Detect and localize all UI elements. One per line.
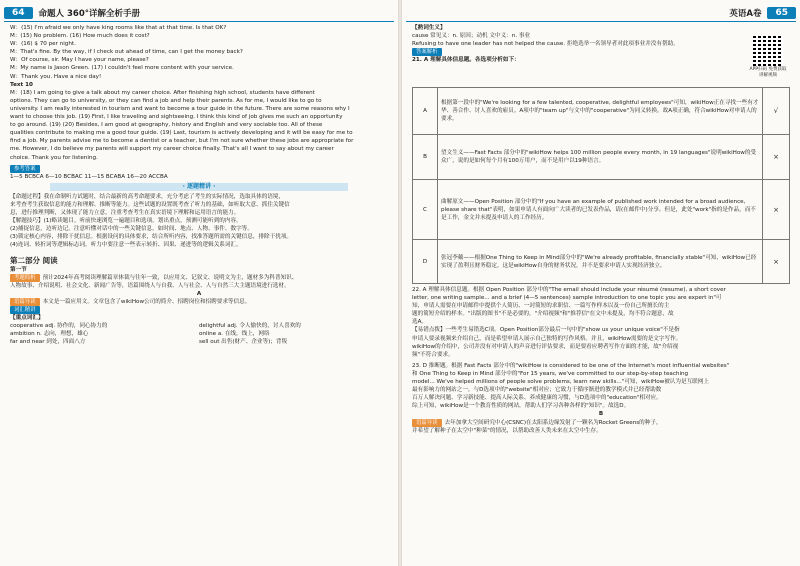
table-row [413, 135, 790, 180]
right-page [402, 0, 800, 566]
b-guide-line: 并希望了解种子在太空中"种菜"的情况，以帮助改善人类未来在太空中生存。 [412, 427, 602, 434]
right-content-main [412, 85, 790, 435]
q22-line: letter, one writing sample... and a brief (4—5 sentences) sample introduction to one topic you are expert in"可 [412, 295, 722, 302]
analysis-line: (4)连词、转折词等逻辑标志词。听力中要注意一些表示转折、因果、递进等的逻辑关系词汇。 [10, 242, 242, 249]
vocab-tag: 词汇精讲 [10, 306, 40, 314]
vocab-heading: 【重点词汇】 [10, 315, 44, 322]
dialogue-line: W：(15) I'm afraid we only have king rooms like that at that time. Is that OK? [10, 25, 227, 31]
option-letter: D [413, 240, 438, 284]
option-mark: × [763, 180, 790, 240]
dialogue-line: W：(16) $ 70 per night. [10, 41, 76, 48]
monologue-line: to go around. (19) (20) Besides, I am good at geography, history and English and very sociable too. All of these [10, 122, 323, 129]
vocab-row [10, 322, 388, 330]
q23-line: 综上可知，wikiHow是一个教育性质的网站，帮助人们学习各种各样的"知识"。故选D。 [412, 403, 630, 410]
option-text: 根据第一段中的"We're looking for a few talented, cooperative, delightful employees"可知，wikiHow正在寻找一些有才华、善合作、讨人喜欢的雇员。A项中的"team up"与文中的"cooperative"为同义转换。故A项正确，符合wikiHow对申请人的要求。 [438, 88, 763, 135]
monologue-line: find a job. My parents advise me to become a dentist or a teacher, but I'm not sure whether these jobs are appropriate for [10, 138, 354, 145]
guide-tag: 语篇导读 [10, 298, 40, 306]
right-content [412, 24, 744, 64]
qr-caption: APP扫码 免费获取讲解视频 [749, 67, 787, 78]
q22-line: 选A。 [412, 319, 428, 326]
answer-analysis-tag: 答案解析 [412, 48, 442, 56]
intro-line: 人物故事、介绍说明、社会文化、新闻广告等，语篇围绕人与自我、人与社会、人与自然三大主题语境进行选材。 [10, 282, 290, 289]
options-table [412, 87, 790, 284]
option-mark: × [763, 135, 790, 180]
option-letter: B [413, 135, 438, 180]
q23-line: 最有影响力的网站之一，与D选项中的"website"相对应；它致力于循序渐进的教学模式并已经帮助数 [412, 387, 662, 394]
vocab-item: sell out 出售(财产、企业等)；背叛 [199, 339, 288, 346]
option-text: 张冠李戴——根据One Thing to Keep in Mind部分中的"We're already profitable, financially stable"可知，wikiHow已经实现了盈利且财务稳定，这是wikiHow自身的财务状况，并不是要求申请人实现经济独立。 [438, 240, 763, 284]
q22-line: 【易错点拨】一些考生易错选C项。Open Position部分最后一句中的"show us your unique voice"不是指 [412, 327, 680, 334]
text10-heading: Text 10 [10, 81, 33, 88]
passage-label: A [196, 290, 202, 297]
option-letter: C [413, 180, 438, 240]
dialogue-line: W：Of course, sir. May I have your name, please? [10, 57, 149, 64]
vocab-item: far and near 到处，四面八方 [10, 339, 86, 346]
vocab-row [10, 338, 388, 346]
q23-line: 百万人解决问题、学习新技能、提高人际关系、养成健康的习惯，与D选项中的"education"相对应。 [412, 395, 662, 402]
q22-line: 22. A 理解具体信息题。根据 Open Position 部分中的"The email should include your résumé (resume), a short cover [412, 287, 726, 293]
right-page-number: 65 [767, 7, 796, 19]
analysis-line: (2)捕捉信息，边听边记。注意听懂对话中的一些关键信息，如时间、地点、人物、事件、数字等。 [10, 226, 253, 233]
table-row [413, 240, 790, 284]
vocab-row [10, 330, 388, 338]
qr-code[interactable] [748, 36, 788, 78]
q22-line: 申请人要录视频来介绍自己，而是希望申请人展示自己独特的写作风格。并且，wikiHow需要的是文字写作。 [412, 335, 682, 342]
monologue-line: me. However, I do believe my parents will support my career choice finally. That's all I want to say about my career [10, 146, 334, 153]
left-content [10, 24, 388, 346]
dialogue-line: M：My name is Jason Green. (17) I couldn't feel more content with your service. [10, 65, 234, 72]
answer-key: 1—5 BCBCA 6—10 BCBAC 11—15 BCABA 16—20 ACCBA [10, 173, 168, 180]
section-banner: · 逐题精讲 · [50, 183, 348, 191]
vocab-item: online a. 在线，线上，网络 [199, 331, 270, 338]
monologue-line: choice. Thank you for listening. [10, 154, 98, 161]
monologue-line: university. I am really interested in tourism and want to become a tour guide in the future. There are some reasons why I [10, 105, 350, 112]
section-title: 第二部分 阅读 [10, 255, 58, 265]
intro-tag: 考题简析 [10, 274, 40, 282]
guide-text: 本文是一篇应用文。文章包含了wikiHow公司的简介、招聘岗位和招聘要求等信息。 [42, 298, 251, 305]
header-rule [4, 21, 394, 22]
table-row [413, 180, 790, 240]
header-rule [406, 21, 796, 22]
option-letter: A [413, 88, 438, 135]
monologue-line: options. They can go to university, or they can find a job and help their parents. As for me, I would like to go to [10, 97, 322, 104]
intro-line: 预计2024年高考阅读理解篇章体裁与往年一致，以应用文、记叙文、说明文为主，题材多为科普知识、 [42, 274, 298, 281]
q23-line: 23. D 推断题。根据 Fast Facts 部分中的"wikiHow is considered to be one of the Internet's most influential websites" [412, 362, 730, 369]
dialogue-line: M：That's fine. By the way, if I check out ahead of time, can I get the money back? [10, 49, 243, 56]
q22-line: 题的简短介绍的样本。"出版的图书"不是必要的，"介绍视频"和"推荐信"在文中未提及，均不符合题意，故 [412, 311, 674, 318]
analysis-line: 【命题过程】我在命制听力试题时，结合最新的高考命题要求，充分考虑了考生的实际情况，选取具体的语境， [10, 193, 285, 200]
right-header [729, 6, 796, 20]
left-header [4, 6, 140, 20]
option-text: 望文生义——Fast Facts 部分中的"wikiHow helps 100 million people every month, in 19 languages"说明wikiHow的受众广，说的是如何每个月有100万用户，而不是用户以19种语言。 [438, 135, 763, 180]
passage-label: B [598, 411, 604, 418]
dialogue-line: W：Thank you. Have a nice day! [10, 73, 102, 80]
answer-tag: 参考答案 [10, 165, 40, 173]
vocab-item: cooperative adj. 协作的，同心协力的 [10, 323, 108, 330]
qr-code-icon [753, 36, 783, 66]
monologue-line: qualities contribute to making me a good tour guide. (19) Last, tourism is actively developing and it will be easy for me to [10, 130, 353, 137]
analysis-line: 息，进行推理判断，又体现了能力立意，注重考查考生在真实语境下理解和运用语言的能力。 [10, 210, 240, 217]
dialogue-line: M：(15) No problem. (16) How much does it cost? [10, 33, 150, 40]
vocab-item: ambition n. 志向，理想，雄心 [10, 331, 89, 338]
left-page [0, 0, 398, 566]
q21-head: 21. A 理解具体信息题。各选项分析如下： [412, 57, 520, 64]
table-row [413, 88, 790, 135]
word-meaning-line: cause 常见义：n. 原因；动机 文中义：n. 事业 [412, 33, 531, 40]
b-guide-line: 去年加拿大空间研究中心(CSNC)在太阳系边缘发射了一颗名为Rocket Greens的种子， [444, 419, 662, 426]
q23-line: model... We've helped millions of people solve problems, learn new skills..."可知，wikiHow被认为是互联网上 [412, 379, 709, 386]
word-meaning-example: Refusing to have one leader has not helped the cause. 拒绝选举一名领导者对此项事业并没有帮助。 [412, 41, 679, 48]
q22-line: wikiHow的介绍中，公司并没有对申请人的声音进行评估要求，而是要看应聘者写作方面的才能，故"介绍视 [412, 343, 679, 350]
monologue-line: M：(18) I am going to give a talk about my career choice. After finishing high school, students have different [10, 89, 315, 96]
q23-line: 和 One Thing to Keep in Mind 部分中的"For 15 years, we've committed to our step-by-step teaching [412, 370, 689, 377]
q22-line: 频"不符合要求。 [412, 351, 454, 358]
option-mark: √ [763, 88, 790, 135]
left-book-title: 命题人 360°详解全析手册 [38, 9, 140, 19]
option-mark: × [763, 240, 790, 284]
section-subtitle: 第一节 [10, 266, 27, 273]
word-meaning-heading: 【熟词生义】 [412, 25, 446, 31]
left-page-number: 64 [4, 7, 33, 19]
analysis-line: 【解题技巧】(1)略读题目。听前快速浏览一遍题目和选项，划出重点，预测可能听到的内容。 [10, 218, 242, 225]
q22-line: 知，申请人需要在申请邮件中提供个人简历、一封简短的求职信、一篇写作样本以及一份自己所擅长的主 [412, 303, 670, 310]
analysis-line: 来考查考生获取信息的能力和理解、推断等能力。这些试题的设置既考查了听力的基础，如听取大意、抓住关键信 [10, 201, 290, 208]
monologue-line: want to choose this job. (19) First, I like traveling and sightseeing. I think this kind of job gives me such an opportunity [10, 114, 343, 121]
vocab-item: delightful adj. 令人愉快的，讨人喜欢的 [199, 323, 301, 330]
option-text: 曲解原文——Open Position 部分中的"If you have an example of published work intended for a broad audience, please share that"表明，如果申请人有面向广大读者的已发表作品，请(在邮件中)分享。但是，此处"work"指的是作品，而不是工作，金文并未提及申请人的工作经历。 [438, 180, 763, 240]
right-book-title: 英语A卷 [729, 9, 762, 19]
b-guide-tag: 语篇导读 [412, 419, 442, 427]
analysis-line: (3)锁定核心内容，排除干扰信息。根据设问的具体要求，结合所听内容，找准答题所需的关键信息，排除干扰项。 [10, 234, 293, 241]
